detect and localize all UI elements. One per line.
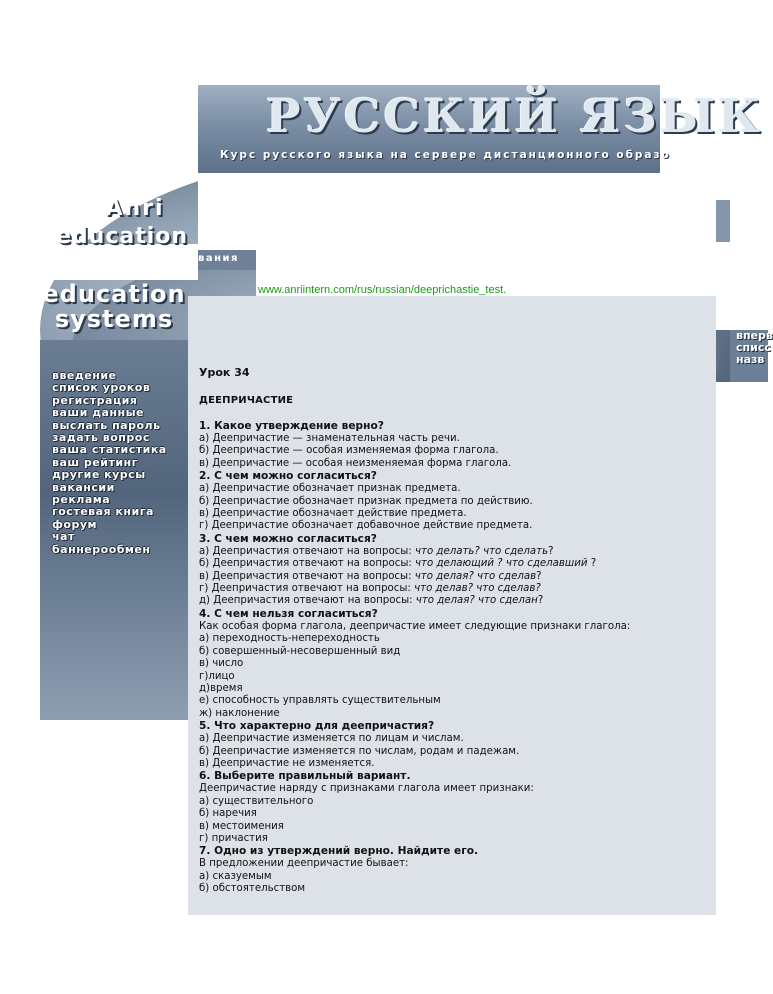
sidebar-item[interactable]: задать вопрос (52, 431, 150, 445)
answer-line: в) Деепричастие — особая неизменяемая форма глагола. (199, 457, 512, 469)
right-bottom-mask (716, 382, 768, 994)
answer-line: е) способность управлять существительным (199, 695, 441, 707)
answer-line: в) число (199, 658, 244, 670)
answer-question-words: что делая? что сделан (415, 595, 538, 607)
answer-line: а) переходность-непереходность (199, 633, 380, 645)
answer-question-words: что делающий ? что сделавший (415, 558, 588, 570)
lesson-content (199, 366, 714, 896)
page-url: www.anriintern.com/rus/russian/deeprichastie_test. (258, 284, 507, 296)
answer-line (199, 583, 714, 595)
answer-text-end: ? (537, 595, 544, 607)
bottom-mask (188, 915, 716, 994)
question-heading: 1. Какое утверждение верно? (199, 420, 384, 432)
sidebar-bottom-mask (40, 720, 188, 994)
top-mask (0, 0, 768, 85)
answer-line: а) Деепричастие — знаменательная часть речи. (199, 433, 460, 444)
answer-line: б) наречия (199, 808, 257, 820)
sidebar-item[interactable]: введение (52, 369, 117, 382)
sidebar-item[interactable]: список уроков (52, 381, 151, 395)
answer-question-words: что делая? что сделав (414, 570, 537, 582)
answer-text-end: ? (587, 558, 597, 570)
right-menu-fragment (730, 329, 773, 382)
logo-line-systems: systems (54, 305, 174, 333)
sidebar-item[interactable]: гостевая книга (52, 505, 154, 519)
sidebar-item[interactable]: ваши данные (52, 406, 145, 420)
question-heading: 7. Одно из утверждений верно. Найдите его. (199, 845, 479, 858)
sidebar-item[interactable]: выслать пароль (52, 418, 161, 432)
banner-subtitle-fragment-text: вания (198, 253, 239, 264)
sidebar-menu (40, 370, 188, 556)
lesson-topic: ДЕЕПРИЧАСТИЕ (199, 395, 294, 406)
answer-line: б) обстоятельством (199, 883, 306, 895)
right-decor-fragment (716, 200, 730, 242)
question-heading: 4. С чем нельзя согласиться? (199, 607, 378, 620)
sidebar-item[interactable]: ваша статистика (52, 443, 167, 457)
question-list (199, 420, 714, 896)
sidebar-item[interactable]: ваш рейтинг (52, 455, 138, 469)
answer-line (199, 546, 714, 558)
logo-gap-mask (40, 244, 198, 280)
answer-text-end: ? (548, 545, 554, 557)
sidebar-item[interactable]: форум (52, 517, 98, 531)
answer-line: а) существительного (199, 795, 314, 807)
right-mid-mask (716, 242, 768, 330)
banner-subtitle-fragment (198, 250, 256, 270)
right-menu-fragment-item[interactable]: назв (736, 353, 765, 366)
answer-text-end: ? (536, 570, 542, 582)
logo-lower (40, 282, 188, 332)
answer-line: В предложении деепричастие бывает: (199, 858, 409, 870)
logo-line-education: education (42, 280, 186, 308)
sidebar-item[interactable]: чат (52, 530, 75, 544)
answer-line: б) Деепричастие — особая изменяемая форма глагола. (199, 445, 499, 457)
answer-line: в) Деепричастие не изменяется. (199, 757, 375, 769)
answer-line (199, 558, 714, 570)
question-heading: 3. С чем можно согласиться? (199, 532, 377, 545)
answer-text: б) Деепричастия отвечают на вопросы: (199, 558, 416, 570)
question-heading: 2. С чем можно согласиться? (199, 470, 377, 483)
lesson-number: Урок 34 (199, 366, 250, 379)
header-banner (198, 85, 763, 173)
question-heading: 6. Выберите правильный вариант. (199, 770, 411, 783)
answer-line: а) сказуемым (199, 870, 272, 882)
answer-line: д)время (199, 682, 243, 694)
sidebar-item[interactable]: баннерообмен (52, 542, 151, 556)
answer-text: в) Деепричастия отвечают на вопросы: (199, 570, 415, 582)
answer-line: а) Деепричастие обозначает признак предмета. (199, 483, 461, 495)
left-mask (0, 244, 40, 994)
answer-text: г) Деепричастия отвечают на вопросы: (199, 583, 415, 595)
answer-line: г) Деепричастие обозначает добавочное действие предмета. (199, 520, 533, 532)
question-heading: 5. Что характерно для деепричастия? (199, 720, 435, 733)
answer-text: д) Деепричастия отвечают на вопросы: (199, 595, 416, 607)
logo-line-education-fragment: education (56, 224, 189, 249)
sidebar-item[interactable]: вакансии (52, 480, 115, 494)
answer-question-words: что делав? что сделав? (414, 583, 541, 595)
right-menu-fragment-item[interactable]: списс (736, 341, 771, 354)
answer-line: б) Деепричастие изменяется по числам, родам и падежам. (199, 745, 520, 757)
sidebar-item[interactable]: регистрация (52, 393, 138, 407)
logo-line-anri: Anri (105, 196, 165, 221)
answer-line: б) совершенный-несовершенный вид (199, 645, 401, 657)
logo-fragment (40, 224, 189, 249)
answer-line: Как особая форма глагола, деепричастие имеет следующие признаки глагола: (199, 620, 631, 632)
banner-subtitle: Курс русского языка на сервере дистанционного образо (220, 149, 671, 161)
answer-line: Деепричастие наряду с признаками глагола имеет признаки: (199, 783, 534, 795)
sidebar-item[interactable]: другие курсы (52, 468, 146, 482)
answer-line: в) Деепричастие обозначает действие предмета. (199, 508, 467, 520)
banner-title: РУССКИЙ ЯЗЫК (266, 89, 763, 143)
header-gap-mask (198, 173, 716, 250)
answer-line (199, 571, 714, 583)
answer-line: г) причастия (199, 832, 268, 844)
answer-line: б) Деепричастие обозначает признак предмета по действию. (199, 495, 533, 507)
answer-text: а) Деепричастия отвечают на вопросы: (199, 545, 415, 557)
answer-line: г)лицо (199, 670, 235, 682)
answer-line (199, 595, 714, 607)
answer-question-words: что делать? что сделать (415, 545, 549, 557)
logo (40, 196, 190, 221)
answer-line: ж) наклонение (199, 707, 280, 719)
sidebar-item[interactable]: реклама (52, 493, 111, 507)
answer-line: а) Деепричастие изменяется по лицам и числам. (199, 733, 464, 745)
right-menu-fragment-item[interactable]: вперв (736, 329, 773, 342)
answer-line: в) местоимения (199, 820, 284, 832)
